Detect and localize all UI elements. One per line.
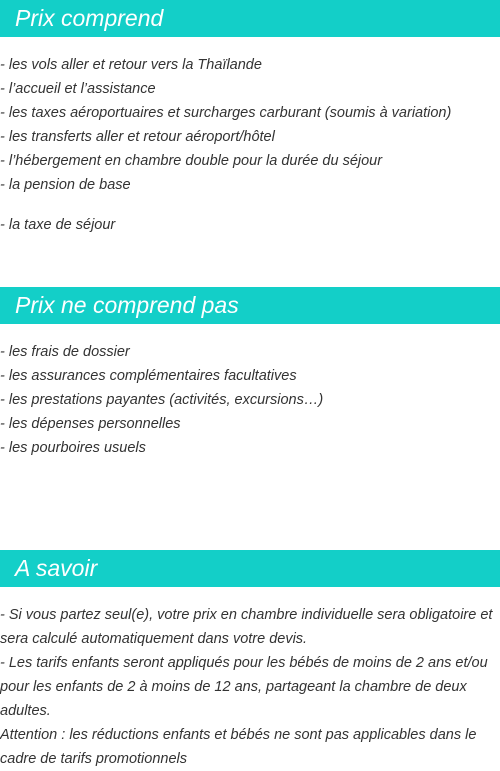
section-title: A savoir <box>0 550 500 587</box>
list-item: - les frais de dossier <box>0 344 130 360</box>
included-list <box>0 53 500 237</box>
info-paragraph: Attention : les réductions enfants et bébés ne sont pas applicables dans le cadre de tarifs promotionnels <box>0 727 477 767</box>
list-item: - les taxes aéroportuaires et surcharges carburant (soumis à variation) <box>0 105 452 121</box>
section-a-savoir <box>0 550 500 771</box>
list-item: - les dépenses personnelles <box>0 416 181 432</box>
section-prix-comprend <box>0 0 500 237</box>
info-paragraph: - Les tarifs enfants seront appliqués pour les bébés de moins de 2 ans et/ou pour les enfants de 2 à moins de 12 ans, partageant la chambre de deux adultes. <box>0 655 488 719</box>
list-item: - l’hébergement en chambre double pour la durée du séjour <box>0 153 383 169</box>
section-prix-ne-comprend-pas <box>0 287 500 460</box>
section-title: Prix comprend <box>0 0 500 37</box>
list-item: - l’accueil et l’assistance <box>0 81 156 97</box>
info-paragraph: - Si vous partez seul(e), votre prix en chambre individuelle sera obligatoire et sera calculé automatiquement dans votre devis. <box>0 607 493 647</box>
list-item: - les transferts aller et retour aéroport/hôtel <box>0 129 275 145</box>
list-item: - les pourboires usuels <box>0 440 146 456</box>
list-item: - les prestations payantes (activités, excursions…) <box>0 392 324 408</box>
info-text <box>0 603 500 771</box>
list-item: - la taxe de séjour <box>0 217 116 233</box>
list-item: - la pension de base <box>0 177 131 193</box>
excluded-list <box>0 340 500 460</box>
section-title: Prix ne comprend pas <box>0 287 500 324</box>
list-item: - les assurances complémentaires facultatives <box>0 368 297 384</box>
list-item: - les vols aller et retour vers la Thaïlande <box>0 57 262 73</box>
